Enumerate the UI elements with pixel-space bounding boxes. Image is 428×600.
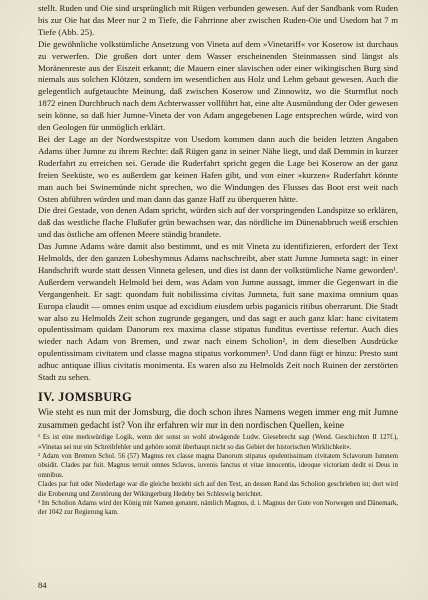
page-number: 84: [38, 580, 47, 590]
footnotes: [38, 433, 398, 518]
section-text: [38, 407, 398, 432]
section-heading: IV. JOMSBURG: [38, 390, 133, 404]
footnote: ³ Im Scholion Adams wird der König mit Namen genannt, nämlich Magnus, d. i. Magnus der Gute von Norwegen und Dänemark, der 1042 zur Regierung kam.: [38, 500, 398, 517]
text-block: [38, 3, 398, 518]
footnote: Clades par fuit oder Niederlage war die gleiche bezieht sich auf den Text, an dessen Rand das Scholion geschrieben ist; dort wird die Eroberung und Zerstörung der Wikingerburg Hedeby bei Schleswig berichtet.: [38, 481, 398, 498]
footnote: ² Adam von Bremen Schol. 56 (57) Magnus rex classe magna Danorum stipatus opulentissimam civitatem Sclavorum Iumnem obsidit. Clades par fuit. Magnus terruit omnes Sclavos, iuvenis fanctus et vitae innocentis, ideoque victoriam dedit ei Deus in omnibus.: [38, 453, 398, 479]
body-text: [38, 3, 398, 384]
body-paragraph: stellt. Ruden und Oie sind ursprünglich mit Rügen verbunden gewesen. Auf der Sandbank vom Ruden bis zur Oie hat das Meer nur 2 m Tiefe, die Fahrrinne aber zwischen Ruden-Oie und Usedom hat 7 m Tiefe (Abb. 25).: [38, 3, 398, 37]
body-paragraph: Bei der Lage an der Nordwestspitze von Usedom kommen dann auch die beiden letzten Angaben Adams über Jumne zu ihrem Rechte: daß Rügen ganz in seiner Nähe liegt, und daß Demmin in kurzer Ruderfahrt zu erreichen sei. Gerade die Ruderfahrt spricht gegen die Lage bei Koserow an der ganz freien Seeküste, wo es außerdem gar keinen Hafen gibt, und von einer »kurzen« Ruderfahrt könnte man auch bei Swinemünde nicht sprechen, wo die Windungen des Flusses das Boot erst weit nach Osten abführen würden und man dann das ganze Haff zu überqueren hätte.: [38, 133, 398, 204]
body-paragraph: Die drei Gestade, von denen Adam spricht, würden sich auf der vorspringenden Landspitze so erklären, daß das westliche flache Flußufer grün bewachsen war, das nördliche im Dünenabbruch weiß erschien und das östliche am offenen Meere ständig brandete.: [38, 205, 398, 240]
body-paragraph: Das Jumne Adams wäre damit also bestimmt, und es mit Vineta zu identifizieren, erfordert der Text Helmolds, der den ganzen Lobeshymnus Adams nachschreibt, aber statt Jumne Jumneta sagt: in einer Handschrift wurde statt dessen Vinneta gelesen, und dies ist dann der volkstümliche Name geworden¹. Außerdem verwandelt Helmold bei dem, was Adam von Jumne aussagt, immer die Gegenwart in die Vergangenheit. Er sagt: quondam fuit nobilissima civitas Jumneta, fuit sane maxima omnium quas Europa claudit — omnes enim usque ad excidium eiusdem urbis paganicis ritibus oberrarunt. Die Stadt war also zu Helmolds Zeit schon zugrunde gegangen, und das sagt er auch ganz klar: hanc civitatem opulentissimam quidam Danorum rex maxima classe stipatus funditus evertisse refertur. Auch dies wieder nach Adam von Bremen, und zwar nach einem Scholion², in dem dieselben Ausdrücke opulentissimam civitatem und classe magna stipatus vorkommen³. Und dann fügt er hinzu: Presto sunt adhuc antiquae illius civitatis monimenta. Es waren also zu Helmolds Zeit noch Ruinen der zerstörten Stadt zu sehen.: [38, 241, 398, 383]
body-paragraph: Die gewöhnliche volkstümliche Ansetzung von Vineta auf dem »Vinetariff« vor Koserow ist durchaus zu verwerfen. Die großen dort unter dem Wasser erscheinenden Steinmassen sind längst als Moränenreste aus der Eiszeit erkannt; die Mauern einer slavischen oder einer wikingischen Burg sind niemals aus solchen Klötzen, sondern im wesentlichen aus Holz und Lehm gebaut gewesen. Auch die gelegentlich aufgetauchte Meinung, daß zwischen Koserow und Zinnowitz, wo die Sturmflut noch 1872 einen Durchbruch nach dem Achterwasser vollführt hat, eine alte Ausmündung der Oder gewesen sein könne, so daß hier Jumne-Vineta der von Adam angegebenen Lage entsprechen würde, wird von den Geologen für unmöglich erklärt.: [38, 38, 398, 133]
section-paragraph: Wie steht es nun mit der Jomsburg, die doch schon ihres Namens wegen immer eng mit Jumne zusammen gedacht ist? Von ihr erfahren wir nur in den nordischen Quellen, keine: [38, 408, 398, 431]
footnote: ¹ Es ist eine merkwürdige Logik, wenn der sonst so wohl abwägende Ludw. Giesebrecht sagt (Wend. Geschichten II 127f.), »Vinetas sei nur ein Schreibfehler und gehöre somit überhaupt nicht so das Gebiet der historischen Wirklichkeit«.: [38, 434, 398, 451]
